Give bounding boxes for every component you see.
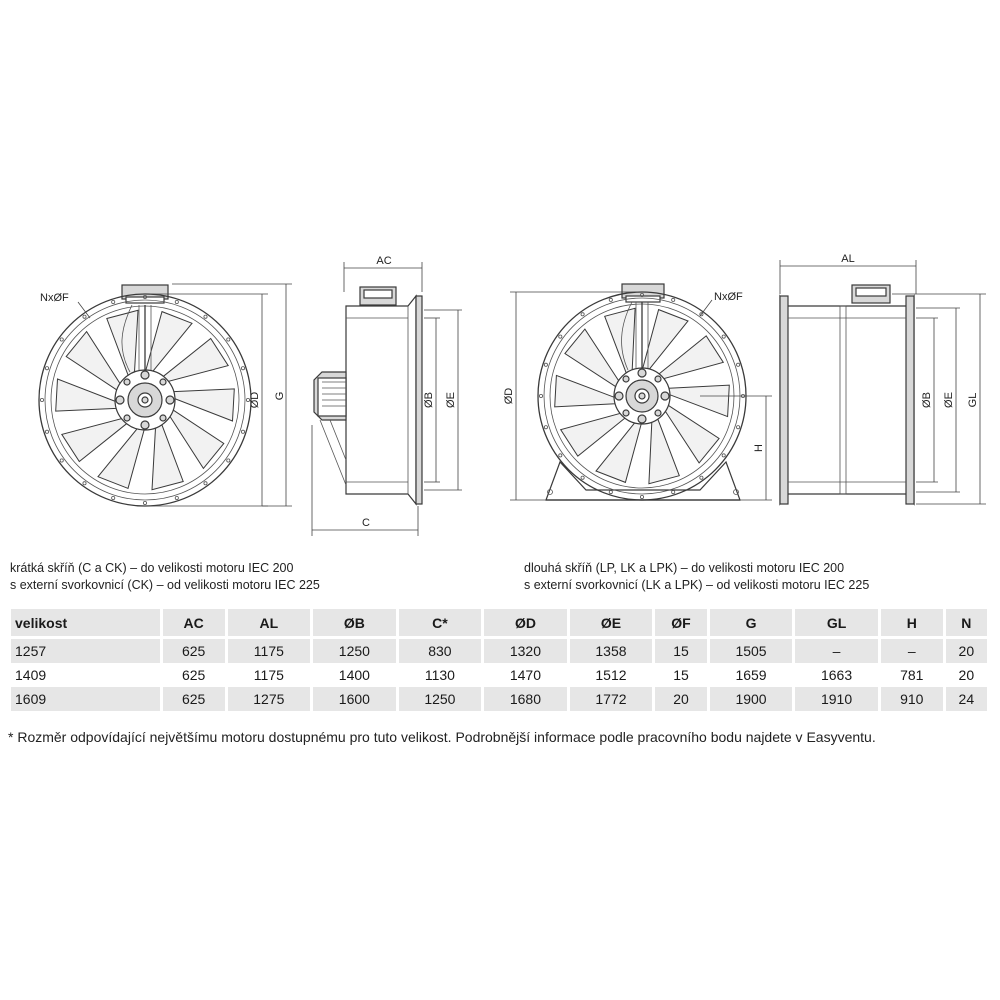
label-nxf-right: NxØF xyxy=(714,291,743,303)
caption-left-line-1: krátká skříň (C a CK) – do velikosti motoru IEC 200 xyxy=(10,561,294,575)
label-oe-right: ØE xyxy=(943,392,955,408)
table-cell: – xyxy=(881,636,943,663)
table-cell: 15 xyxy=(673,667,689,683)
table-cell: 20 xyxy=(958,667,975,683)
table-cell: 1659 xyxy=(735,667,767,683)
bolt-hole xyxy=(609,298,612,301)
table-header-row xyxy=(11,609,987,636)
header-c: C* xyxy=(399,609,482,636)
table-cell: 625 xyxy=(181,667,206,683)
bolt-hole xyxy=(700,476,703,479)
caption-right-line-2: s externí svorkovnicí (LK a LPK) – od velikosti motoru IEC 225 xyxy=(524,578,870,592)
header-of: ØF xyxy=(655,609,707,636)
header-velikost: velikost xyxy=(11,609,160,636)
bolt-hole xyxy=(83,315,86,318)
label-al: AL xyxy=(841,253,855,265)
bolt-hole xyxy=(227,338,230,341)
table-cell: 1175 xyxy=(253,667,284,683)
bolt-hole xyxy=(722,335,725,338)
blade xyxy=(152,425,183,490)
table-cell: 1358 xyxy=(570,636,653,663)
table-cell: 20 xyxy=(655,687,707,711)
label-gl: GL xyxy=(967,392,979,408)
table-cell: 1470 xyxy=(509,667,542,683)
label-ob-left: ØB xyxy=(423,392,435,408)
caption-long-casing xyxy=(524,560,869,594)
table-cell: 1900 xyxy=(710,687,793,711)
table-cell: 1600 xyxy=(313,687,396,711)
table-row xyxy=(11,663,987,687)
bolt-hole xyxy=(539,394,542,397)
caption-right-line-1: dlouhá skříň (LP, LK a LPK) – do velikosti motoru IEC 200 xyxy=(524,561,845,575)
bolt-hole xyxy=(544,426,547,429)
bolt-hole xyxy=(672,298,675,301)
header-al: AL xyxy=(228,609,311,636)
table-cell: 910 xyxy=(881,687,943,711)
table-cell: 1250 xyxy=(399,687,482,711)
table-cell: 20 xyxy=(946,636,987,663)
bolt-hole xyxy=(722,454,725,457)
bolt-hole xyxy=(559,335,562,338)
label-oe-left: ØE xyxy=(445,392,457,408)
table-cell: 830 xyxy=(399,636,482,663)
table-cell: 625 xyxy=(163,687,225,711)
bolt-hole xyxy=(60,338,63,341)
caption-short-casing xyxy=(10,560,320,594)
bolt-hole xyxy=(737,426,740,429)
right-front-view xyxy=(503,284,772,500)
label-c: C xyxy=(362,517,370,529)
table-cell: 1400 xyxy=(338,667,370,683)
blade xyxy=(649,419,679,484)
table-cell: 24 xyxy=(946,687,987,711)
blade xyxy=(66,332,120,390)
table-cell: 1250 xyxy=(313,636,396,663)
header-gl: GL xyxy=(795,609,878,636)
blade xyxy=(170,410,224,468)
bolt-hole xyxy=(175,300,178,303)
bolt-hole xyxy=(581,313,584,316)
label-ob-right: ØB xyxy=(921,392,933,408)
label-g-left: G xyxy=(274,391,286,401)
blade xyxy=(107,310,138,375)
bolt-hole xyxy=(559,454,562,457)
table-cell: 1663 xyxy=(820,667,853,683)
label-ac: AC xyxy=(376,255,392,267)
table-cell: 1772 xyxy=(570,687,653,711)
dimension-table xyxy=(8,609,990,711)
bolt-hole xyxy=(241,430,244,433)
table-cell: 1320 xyxy=(484,636,567,663)
footnote: * Rozměr odpovídající největšímu motoru dostupnému pro tuto velikost. Podrobnější informace podle pracovního bodu najdete v Easyventu. xyxy=(8,729,876,745)
table-cell: 625 xyxy=(163,636,225,663)
bolt-hole xyxy=(40,398,43,401)
blade xyxy=(605,308,635,373)
table-cell: 781 xyxy=(900,667,924,683)
label-h: H xyxy=(753,444,765,452)
bolt-hole xyxy=(175,496,178,499)
bolt-hole xyxy=(737,363,740,366)
bolt-hole xyxy=(204,482,207,485)
label-nxf-left: NxØF xyxy=(40,292,69,304)
bolt-hole xyxy=(227,459,230,462)
bolt-hole xyxy=(241,367,244,370)
bolt-hole xyxy=(60,459,63,462)
table-cell: 1512 xyxy=(595,667,627,683)
bolt-hole xyxy=(581,476,584,479)
header-n: N xyxy=(946,609,987,636)
table-cell: 1175 xyxy=(228,636,311,663)
table-cell: 1680 xyxy=(484,687,567,711)
table-cell: 1275 xyxy=(228,687,311,711)
header-oe: ØE xyxy=(570,609,653,636)
table-cell: – xyxy=(795,636,878,663)
table-cell: 1609 xyxy=(11,687,160,711)
table-cell: 15 xyxy=(655,636,707,663)
bolt-hole xyxy=(544,363,547,366)
table-cell: 1910 xyxy=(795,687,878,711)
header-g: G xyxy=(710,609,793,636)
header-ac: AC xyxy=(163,609,225,636)
table-row xyxy=(11,636,987,663)
bolt-hole xyxy=(45,367,48,370)
left-side-view xyxy=(312,255,462,536)
bolt-hole xyxy=(204,315,207,318)
table-cell: 1257 xyxy=(11,636,160,663)
header-od: ØD xyxy=(484,609,567,636)
right-side-view xyxy=(780,253,986,504)
bolt-hole xyxy=(112,496,115,499)
caption-left-line-2: s externí svorkovnicí (CK) – od velikosti motoru IEC 225 xyxy=(10,578,320,592)
casing-short xyxy=(346,296,416,504)
table-cell: 1409 xyxy=(15,667,47,683)
table-cell: 1505 xyxy=(710,636,793,663)
bolt-hole xyxy=(143,501,146,504)
header-h: H xyxy=(881,609,943,636)
label-od-left: ØD xyxy=(249,391,261,409)
bolt-hole xyxy=(112,300,115,303)
blade xyxy=(565,329,619,387)
bolt-hole xyxy=(45,430,48,433)
label-od-right: ØD xyxy=(503,387,515,405)
left-front-view xyxy=(39,284,292,506)
table-cell: 1130 xyxy=(424,667,455,683)
casing-long xyxy=(780,296,914,504)
table-row xyxy=(11,687,987,711)
blade xyxy=(665,405,719,463)
bolt-hole xyxy=(83,482,86,485)
header-ob: ØB xyxy=(313,609,396,636)
